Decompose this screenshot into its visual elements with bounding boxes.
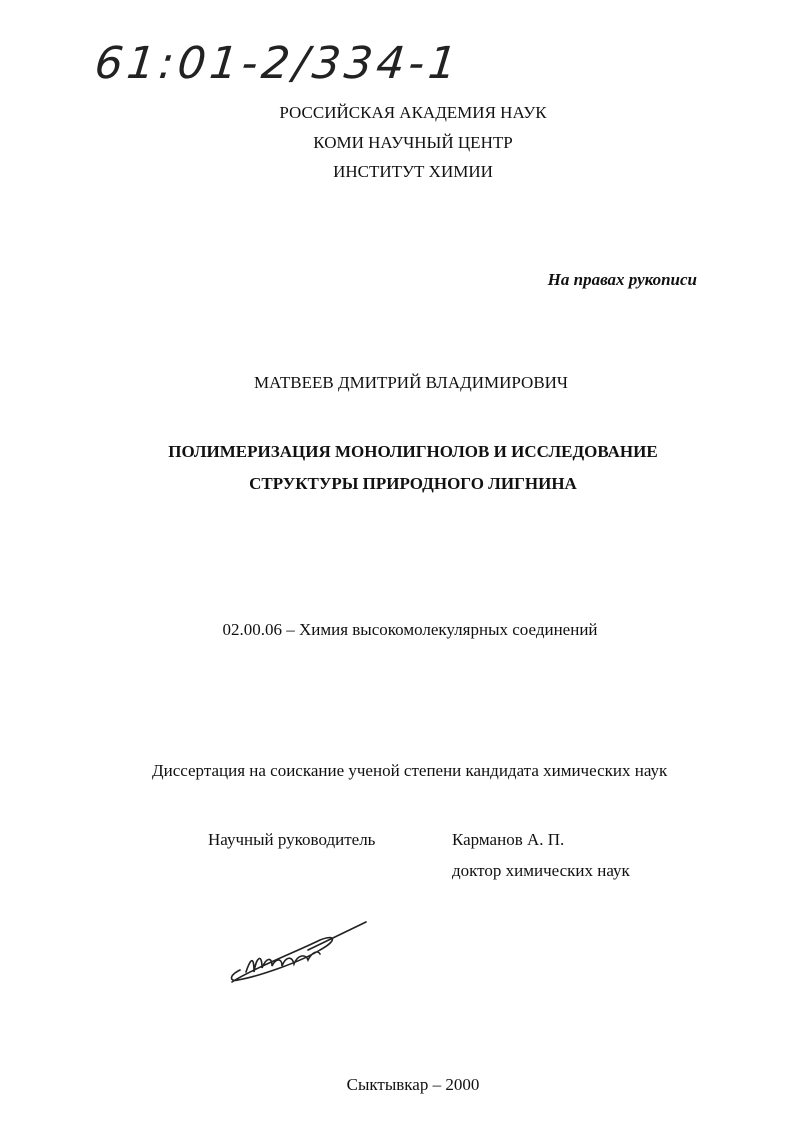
supervisor-label: Научный руководитель bbox=[208, 830, 376, 849]
institute-name: ИНСТИТУТ ХИМИИ bbox=[333, 162, 493, 181]
title-line-2: СТРУКТУРЫ ПРИРОДНОГО ЛИГНИНА bbox=[249, 474, 577, 493]
manuscript-note: На правах рукописи bbox=[547, 270, 697, 289]
signature bbox=[220, 910, 380, 990]
academy-name: РОССИЙСКАЯ АКАДЕМИЯ НАУК bbox=[279, 103, 547, 122]
center-name: КОМИ НАУЧНЫЙ ЦЕНТР bbox=[313, 133, 513, 152]
specialty: 02.00.06 – Химия высокомолекулярных соединений bbox=[222, 620, 598, 639]
handwritten-catalog-number: 61:01-2/334-1 bbox=[92, 38, 464, 89]
supervisor-name: Карманов А. П. bbox=[452, 830, 565, 849]
degree-statement: Диссертация на соискание ученой степени кандидата химических наук bbox=[152, 761, 668, 780]
title-line-1: ПОЛИМЕРИЗАЦИЯ МОНОЛИГНОЛОВ И ИССЛЕДОВАНИЕ bbox=[168, 442, 658, 461]
supervisor-degree: доктор химических наук bbox=[452, 861, 630, 880]
city-year: Сыктывкар – 2000 bbox=[346, 1075, 480, 1094]
author-name: МАТВЕЕВ ДМИТРИЙ ВЛАДИМИРОВИЧ bbox=[254, 373, 568, 392]
